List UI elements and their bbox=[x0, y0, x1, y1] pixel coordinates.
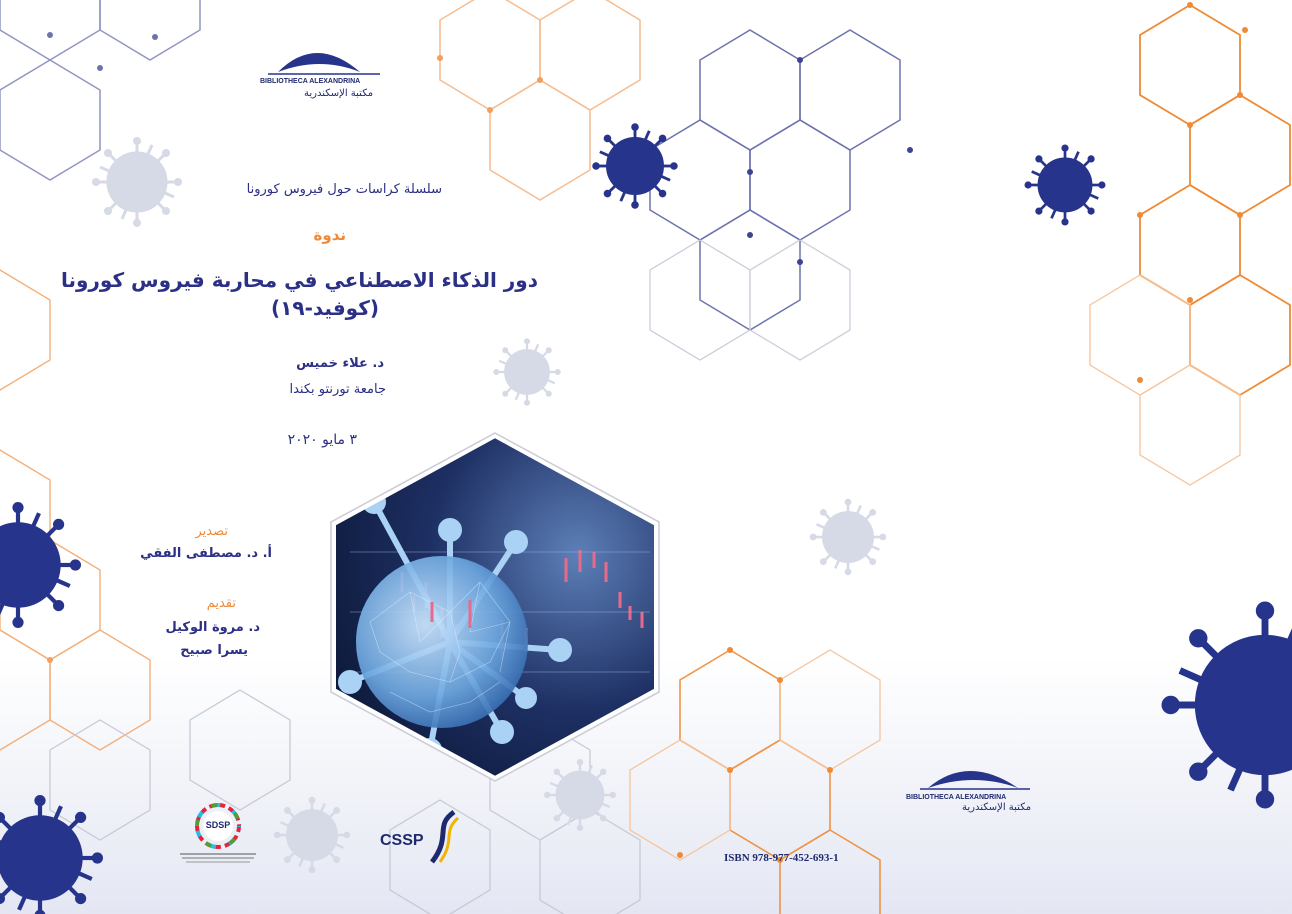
publication-type: ندوة bbox=[313, 226, 346, 244]
sdsp-logo-icon bbox=[176, 800, 260, 870]
intro-author-1: د. مروة الوكيل bbox=[165, 620, 260, 635]
main-title-line1: دور الذكاء الاصطناعي في محاربة فيروس كورونا bbox=[60, 268, 538, 292]
foreword-author: أ. د. مصطفى الفقي bbox=[140, 546, 272, 561]
virus-illustration bbox=[330, 432, 660, 782]
logo-bottom-arabic-name: مكتبة الإسكندرية bbox=[962, 802, 1032, 813]
cssp-logo-text: CSSP bbox=[380, 832, 424, 849]
foreword-label: تصدير bbox=[195, 524, 228, 539]
bibliotheca-logo-bottom bbox=[906, 760, 1056, 820]
intro-author-2: يسرا صبيح bbox=[180, 643, 248, 658]
logo-arabic-name: مكتبة الإسكندرية bbox=[304, 88, 374, 99]
bibliotheca-logo-bottom-icon bbox=[906, 760, 1056, 790]
logo-bottom-latin-name: BIBLIOTHECA ALEXANDRINA bbox=[906, 794, 1007, 801]
author-affiliation: جامعة تورنتو بكندا bbox=[289, 382, 386, 397]
logo-latin-name: BIBLIOTHECA ALEXANDRINA bbox=[260, 78, 361, 85]
author-name: د. علاء خميس bbox=[296, 356, 384, 371]
intro-label: تقديم bbox=[206, 596, 236, 611]
bibliotheca-logo-top bbox=[248, 40, 398, 106]
bibliotheca-logo-icon bbox=[248, 40, 398, 76]
series-title: سلسلة كراسات حول فيروس كورونا bbox=[246, 182, 442, 197]
cssp-logo-swoosh bbox=[424, 808, 460, 866]
event-date: ٣ مايو ٢٠٢٠ bbox=[287, 432, 357, 448]
sdsp-logo bbox=[176, 800, 260, 870]
cssp-logo bbox=[380, 808, 462, 866]
isbn: ISBN 978-977-452-693-1 bbox=[724, 852, 839, 864]
main-title-line2: (كوفيد-١٩) bbox=[271, 296, 379, 320]
sdsp-logo-text: SDSP bbox=[205, 820, 231, 830]
